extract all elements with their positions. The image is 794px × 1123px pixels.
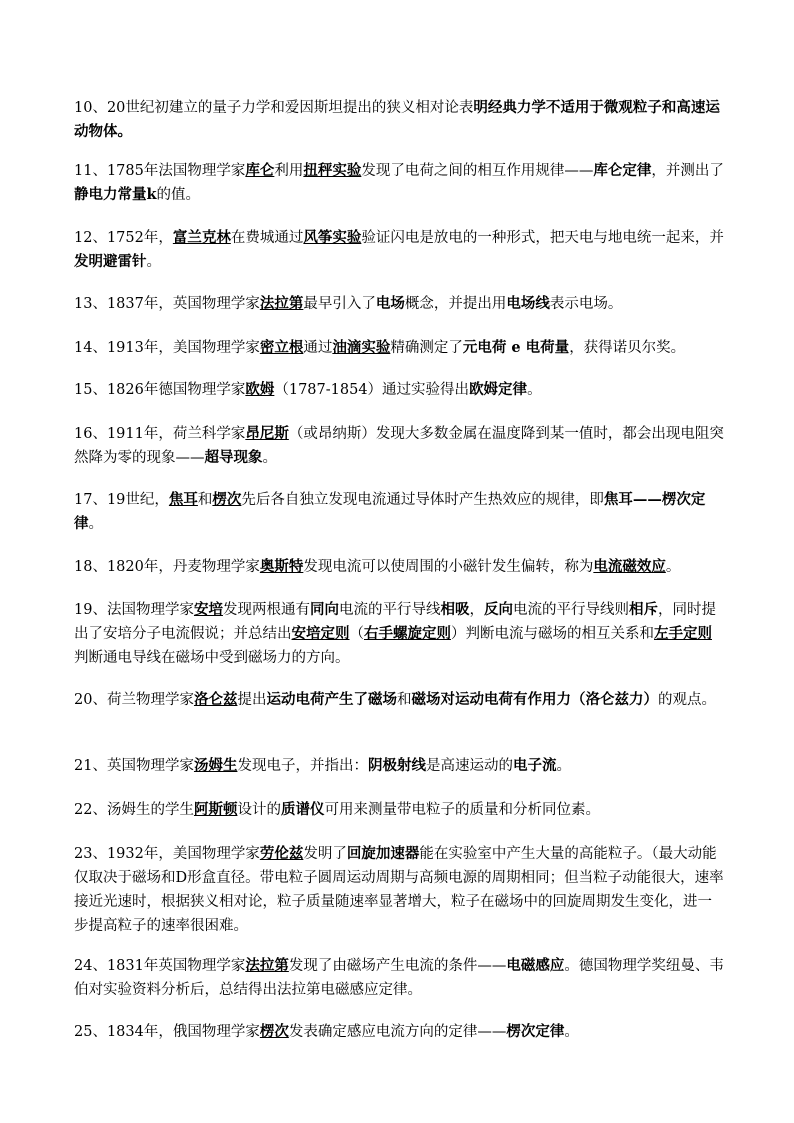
bold-term: 静电力常量k [74, 186, 157, 203]
text-run: 。 [556, 758, 571, 774]
bold-term: 发明避雷针 [74, 253, 147, 270]
underlined-term: 安培 [193, 601, 223, 618]
text-run: 发现电流可以使周围的小磁针发生偏转，称为 [303, 559, 594, 575]
text-run: 在费城通过 [230, 230, 304, 246]
paragraph-20 [74, 688, 726, 712]
text-run: 电流的平行导线 [338, 602, 441, 618]
text-run: 25、1834年，俄国物理学家 [74, 1024, 260, 1040]
paragraph-24 [74, 954, 726, 1002]
text-run: 。德国物理学奖纽曼、韦伯对实验资料分析后，总结得出法拉第电磁感应定律。 [74, 958, 724, 998]
text-run: 是高速运动的 [425, 758, 513, 774]
text-run: 发现电子，并指出： [237, 758, 368, 774]
text-run: 11、1785年法国物理学家 [74, 163, 246, 179]
text-run: ，获得诺贝尔奖。 [569, 340, 686, 356]
text-run: 最早引入了 [303, 296, 376, 312]
bold-term: 超导现象 [204, 449, 263, 466]
underlined-term: 焦耳 [168, 491, 198, 508]
text-run: 通过 [303, 340, 333, 356]
text-run: （ [349, 626, 364, 642]
text-run: 21、英国物理学家 [74, 758, 194, 774]
paragraph-17 [74, 488, 726, 536]
text-run: 。 [527, 382, 542, 398]
underlined-term: 劳伦兹 [259, 845, 304, 862]
paragraph-25 [74, 1020, 726, 1044]
underlined-term: 富兰克林 [172, 229, 231, 246]
bold-term: 元电荷 e 电荷量 [462, 339, 570, 356]
bold-term: 电场线 [506, 295, 550, 312]
text-run: 。 [146, 254, 161, 270]
bold-term: 运动电荷产生了磁场 [266, 691, 397, 708]
underlined-term: 欧姆 [245, 381, 275, 398]
underlined-term: 密立根 [259, 339, 304, 356]
bold-term: 欧姆定律 [469, 381, 528, 398]
text-run: 概念，并提出用 [404, 296, 507, 312]
text-run: 。 [262, 450, 277, 466]
underlined-term: 昂尼斯 [245, 425, 289, 442]
text-run: 验证闪电是放电的一种形式，把天电与地电统一起来，并 [361, 230, 724, 246]
bold-term: 反向 [483, 601, 513, 618]
text-run: 14、1913年，美国物理学家 [74, 340, 260, 356]
bold-term: 焦耳——楞次定律 [74, 491, 706, 532]
text-run: 利用 [274, 163, 304, 179]
underlined-term: 扭秤实验 [303, 162, 362, 179]
underlined-term: 库仑 [245, 162, 275, 179]
text-run: 16、1911年，荷兰科学家 [74, 426, 246, 442]
underlined-term: 左手定则 [654, 625, 712, 642]
text-run: 精确测定了 [390, 340, 463, 356]
bold-term: 电磁感应 [506, 957, 565, 974]
text-run: 发现两根通有 [222, 602, 310, 618]
paragraph-19 [74, 598, 726, 670]
bold-term: 阴极射线 [367, 757, 426, 774]
underlined-term: 楞次 [212, 491, 242, 508]
text-run: 判断通电导线在磁场中受到磁场力的方向。 [74, 650, 350, 666]
underlined-term: 法拉第 [259, 295, 304, 312]
text-run: 13、1837年，英国物理学家 [74, 296, 260, 312]
text-run: （或昂纳斯）发现大多数金属在温度降到某一值时，都会出现电阻突然降为零的现象—— [74, 426, 724, 466]
text-run: （1787-1854）通过实验得出 [274, 382, 470, 398]
bold-term: 楞次定律 [506, 1023, 565, 1040]
text-run: 的观点。 [657, 692, 716, 708]
text-run: 设计的 [237, 802, 281, 818]
text-run: 。 [665, 559, 681, 575]
underlined-term: 阿斯顿 [193, 801, 238, 818]
text-run: 19、法国物理学家 [74, 602, 194, 618]
bold-term: 回旋加速器 [346, 845, 420, 862]
text-run: 先后各自独立发现电流通过导体时产生热效应的规律，即 [241, 492, 604, 508]
bold-term: 库仑定律 [593, 162, 652, 179]
text-run: 和 [396, 692, 412, 708]
text-run: 和 [197, 492, 213, 508]
paragraph-16 [74, 422, 726, 470]
underlined-term: 电流磁效应 [593, 558, 666, 575]
paragraph-12 [74, 226, 726, 274]
underlined-term: 楞次 [259, 1023, 289, 1040]
bold-term: 同向 [309, 601, 339, 618]
underlined-term: 洛仑兹 [193, 691, 238, 708]
text-run: 17、19世纪， [74, 492, 169, 508]
paragraph-21 [74, 754, 726, 778]
paragraph-15 [74, 378, 726, 402]
paragraph-11 [74, 159, 726, 207]
text-run: ，同时提出了安培分子电流假说；并总结出 [74, 602, 716, 642]
text-run: 表示电场。 [549, 296, 623, 312]
bold-term: 明经典力学不适用于微观粒子和高速运动物体。 [74, 99, 720, 140]
text-run: ）判断电流与磁场的相互关系和 [451, 626, 654, 642]
underlined-term: 安培定则 [291, 625, 350, 642]
underlined-term: 右手螺旋定则 [364, 625, 451, 642]
paragraph-13 [74, 292, 726, 316]
text-run: 12、1752年， [74, 230, 173, 246]
text-run: 20、荷兰物理学家 [74, 692, 194, 708]
text-run: 可用来测量带电粒子的质量和分析同位素。 [324, 802, 600, 818]
text-run: 的值。 [156, 187, 201, 203]
underlined-term: 汤姆生 [193, 757, 238, 774]
paragraph-22 [74, 798, 726, 822]
underlined-term: 油滴实验 [332, 339, 391, 356]
bold-term: 磁场对运动电荷有作用力（洛仑兹力） [411, 691, 658, 708]
text-run: 发现了由磁场产生电流的条件—— [288, 958, 507, 974]
text-run: 发现了电荷之间的相互作用规律—— [361, 163, 594, 179]
bold-term: 相斥 [628, 601, 658, 618]
underlined-term: 奥斯特 [259, 558, 304, 575]
text-run: ，并测出了 [651, 163, 724, 179]
paragraph-14 [74, 336, 726, 360]
text-run: 24、1831年英国物理学家 [74, 958, 246, 974]
text-run: 。 [564, 1024, 579, 1040]
text-run: 18、1820年，丹麦物理学家 [74, 559, 260, 575]
bold-term: 电子流 [512, 757, 557, 774]
paragraph-10 [74, 96, 726, 144]
text-run: 发明了 [303, 846, 347, 862]
text-run: 10、20世纪初建立的量子力学和爱因斯坦提出的狭义相对论表 [74, 100, 474, 116]
bold-term: 质谱仪 [280, 801, 325, 818]
text-run: 23、1932年，美国物理学家 [74, 846, 260, 862]
paragraph-18 [74, 555, 726, 579]
text-run: 22、汤姆生的学生 [74, 802, 194, 818]
text-run: ， [469, 602, 484, 618]
text-run: 提出 [237, 692, 267, 708]
bold-term: 相吸 [440, 601, 470, 618]
paragraph-23 [74, 842, 726, 938]
text-run: 电流的平行导线则 [512, 602, 629, 618]
underlined-term: 法拉第 [245, 957, 289, 974]
text-run: 能在实验室中产生大量的高能粒子。（最大动能仅取决于磁场和D形盒直径。带电粒子圆周运动周期与高频电源的周期相同；但当粒子动能很大，速率接近光速时，根据狭义相对论，粒子质量随速率显著增大，粒子在磁场中的回旋周期发生变化，进一步提高粒子的速率很困难。 [74, 846, 724, 934]
text-run: 。 [88, 516, 103, 532]
bold-term: 电场 [375, 295, 405, 312]
text-run: 发表确定感应电流方向的定律—— [288, 1024, 507, 1040]
text-run: 15、1826年德国物理学家 [74, 382, 246, 398]
underlined-term: 风筝实验 [303, 229, 362, 246]
